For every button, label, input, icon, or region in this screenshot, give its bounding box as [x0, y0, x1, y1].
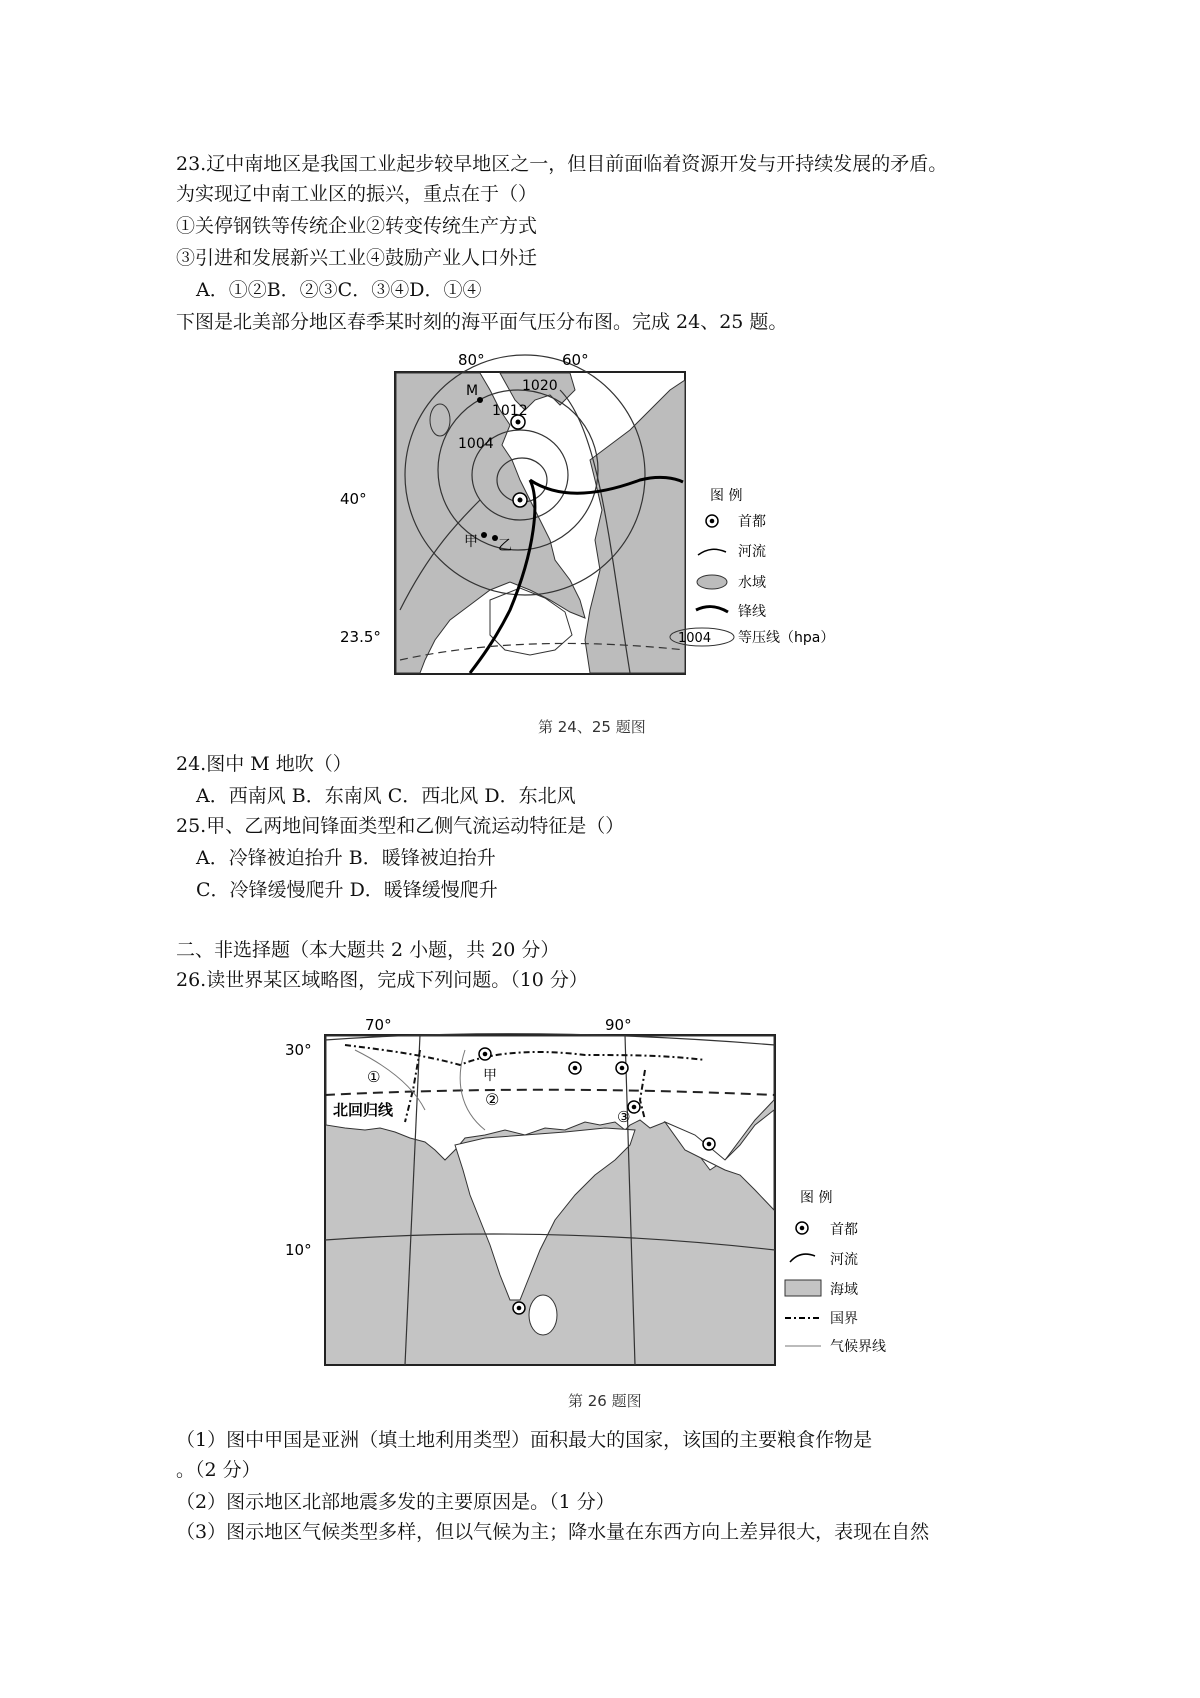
figure1-caption: 第 24、25 题图	[538, 718, 646, 736]
figure2-caption: 第 26 题图	[568, 1392, 642, 1410]
legend-river: 河流	[738, 544, 766, 560]
q26-sub1-line1: （1）图中甲国是亚洲（填土地利用类型）面积最大的国家，该国的主要粮食作物是	[176, 1429, 873, 1451]
q26-stem: 26.读世界某区域略图，完成下列问题。（10 分）	[176, 969, 588, 991]
q23-stem-line1: 23.辽中南地区是我国工业起步较早地区之一，但目前面临着资源开发与开持续发展的矛盾。	[176, 153, 948, 175]
section-2-heading: 二、非选择题（本大题共 2 小题，共 20 分）	[176, 939, 560, 961]
legend-sea-icon	[785, 1280, 821, 1296]
q23-stem-line2: 为实现辽中南工业区的振兴，重点在于（）	[176, 183, 538, 205]
isobar-1012-label: 1012	[492, 403, 528, 419]
legend-border: 国界	[830, 1311, 858, 1327]
isobar-1020-label: 1020	[522, 378, 558, 394]
legend-title: 图 例	[710, 488, 743, 504]
legend-river-icon	[790, 1254, 815, 1262]
lake	[430, 404, 450, 436]
figure-north-america-pressure-map	[340, 350, 880, 740]
lat-23-5-label: 23.5°	[340, 628, 381, 646]
legend-water: 水域	[738, 575, 766, 591]
legend-river-icon	[698, 549, 726, 555]
legend-climate: 气候界线	[830, 1339, 886, 1355]
q23-option-line1: ①关停钢铁等传统企业②转变传统生产方式	[176, 215, 538, 237]
sri-lanka	[529, 1295, 557, 1335]
label-yi: 乙	[498, 538, 512, 554]
q23-choices: A．①②B．②③C．③④D．①④	[196, 279, 482, 301]
legend-isobar: 等压线（hpa）	[738, 630, 835, 646]
legend-capital: 首都	[738, 514, 766, 530]
label-M: M	[466, 383, 479, 399]
point-jia	[481, 532, 487, 538]
label-jia: 甲	[483, 1068, 497, 1084]
legend-title: 图 例	[800, 1190, 833, 1206]
tropic-label: 北回归线	[333, 1101, 394, 1119]
q25-stem: 25.甲、乙两地间锋面类型和乙侧气流运动特征是（）	[176, 815, 625, 837]
lat-30-label: 30°	[285, 1041, 312, 1059]
legend-front: 锋线	[738, 604, 766, 620]
lon-60-label: 60°	[562, 351, 589, 369]
q23-option-line2: ③引进和发展新兴工业④鼓励产业人口外迁	[176, 247, 538, 269]
q26-sub3: （3）图示地区气候类型多样，但以气候为主；降水量在东西方向上差异很大，表现在自然	[176, 1521, 930, 1543]
lon-90-label: 90°	[605, 1016, 632, 1034]
figure-south-asia-map	[285, 1010, 935, 1380]
q25-choices-line2: C．冷锋缓慢爬升 D．暖锋缓慢爬升	[196, 879, 498, 901]
label-jia: 甲	[464, 534, 478, 550]
label-1: ①	[367, 1068, 381, 1086]
legend-capital: 首都	[830, 1222, 858, 1238]
legend-sea: 海域	[830, 1282, 858, 1298]
legend-front-icon	[696, 606, 728, 612]
q26-sub2: （2）图示地区北部地震多发的主要原因是。（1 分）	[176, 1491, 615, 1513]
legend-isobar-value: 1004	[678, 631, 712, 646]
lat-10-label: 10°	[285, 1241, 312, 1259]
label-3: ③	[617, 1108, 631, 1126]
legend-water-icon	[697, 575, 727, 589]
q24-choices: A．西南风 B．东南风 C．西北风 D．东北风	[196, 785, 576, 807]
q24-stem: 24.图中 M 地吹（）	[176, 753, 352, 775]
legend-river: 河流	[830, 1252, 858, 1268]
lon-70-label: 70°	[365, 1016, 392, 1034]
isobar-1004-label: 1004	[458, 436, 494, 452]
lat-40-label: 40°	[340, 490, 367, 508]
lon-80-label: 80°	[458, 351, 485, 369]
label-2: ②	[485, 1090, 500, 1109]
q25-choices-line1: A．冷锋被迫抬升 B．暖锋被迫抬升	[196, 847, 496, 869]
q26-sub1-line2: 。（2 分）	[176, 1459, 261, 1481]
intro-24-25: 下图是北美部分地区春季某时刻的海平面气压分布图。完成 24、25 题。	[176, 311, 788, 333]
